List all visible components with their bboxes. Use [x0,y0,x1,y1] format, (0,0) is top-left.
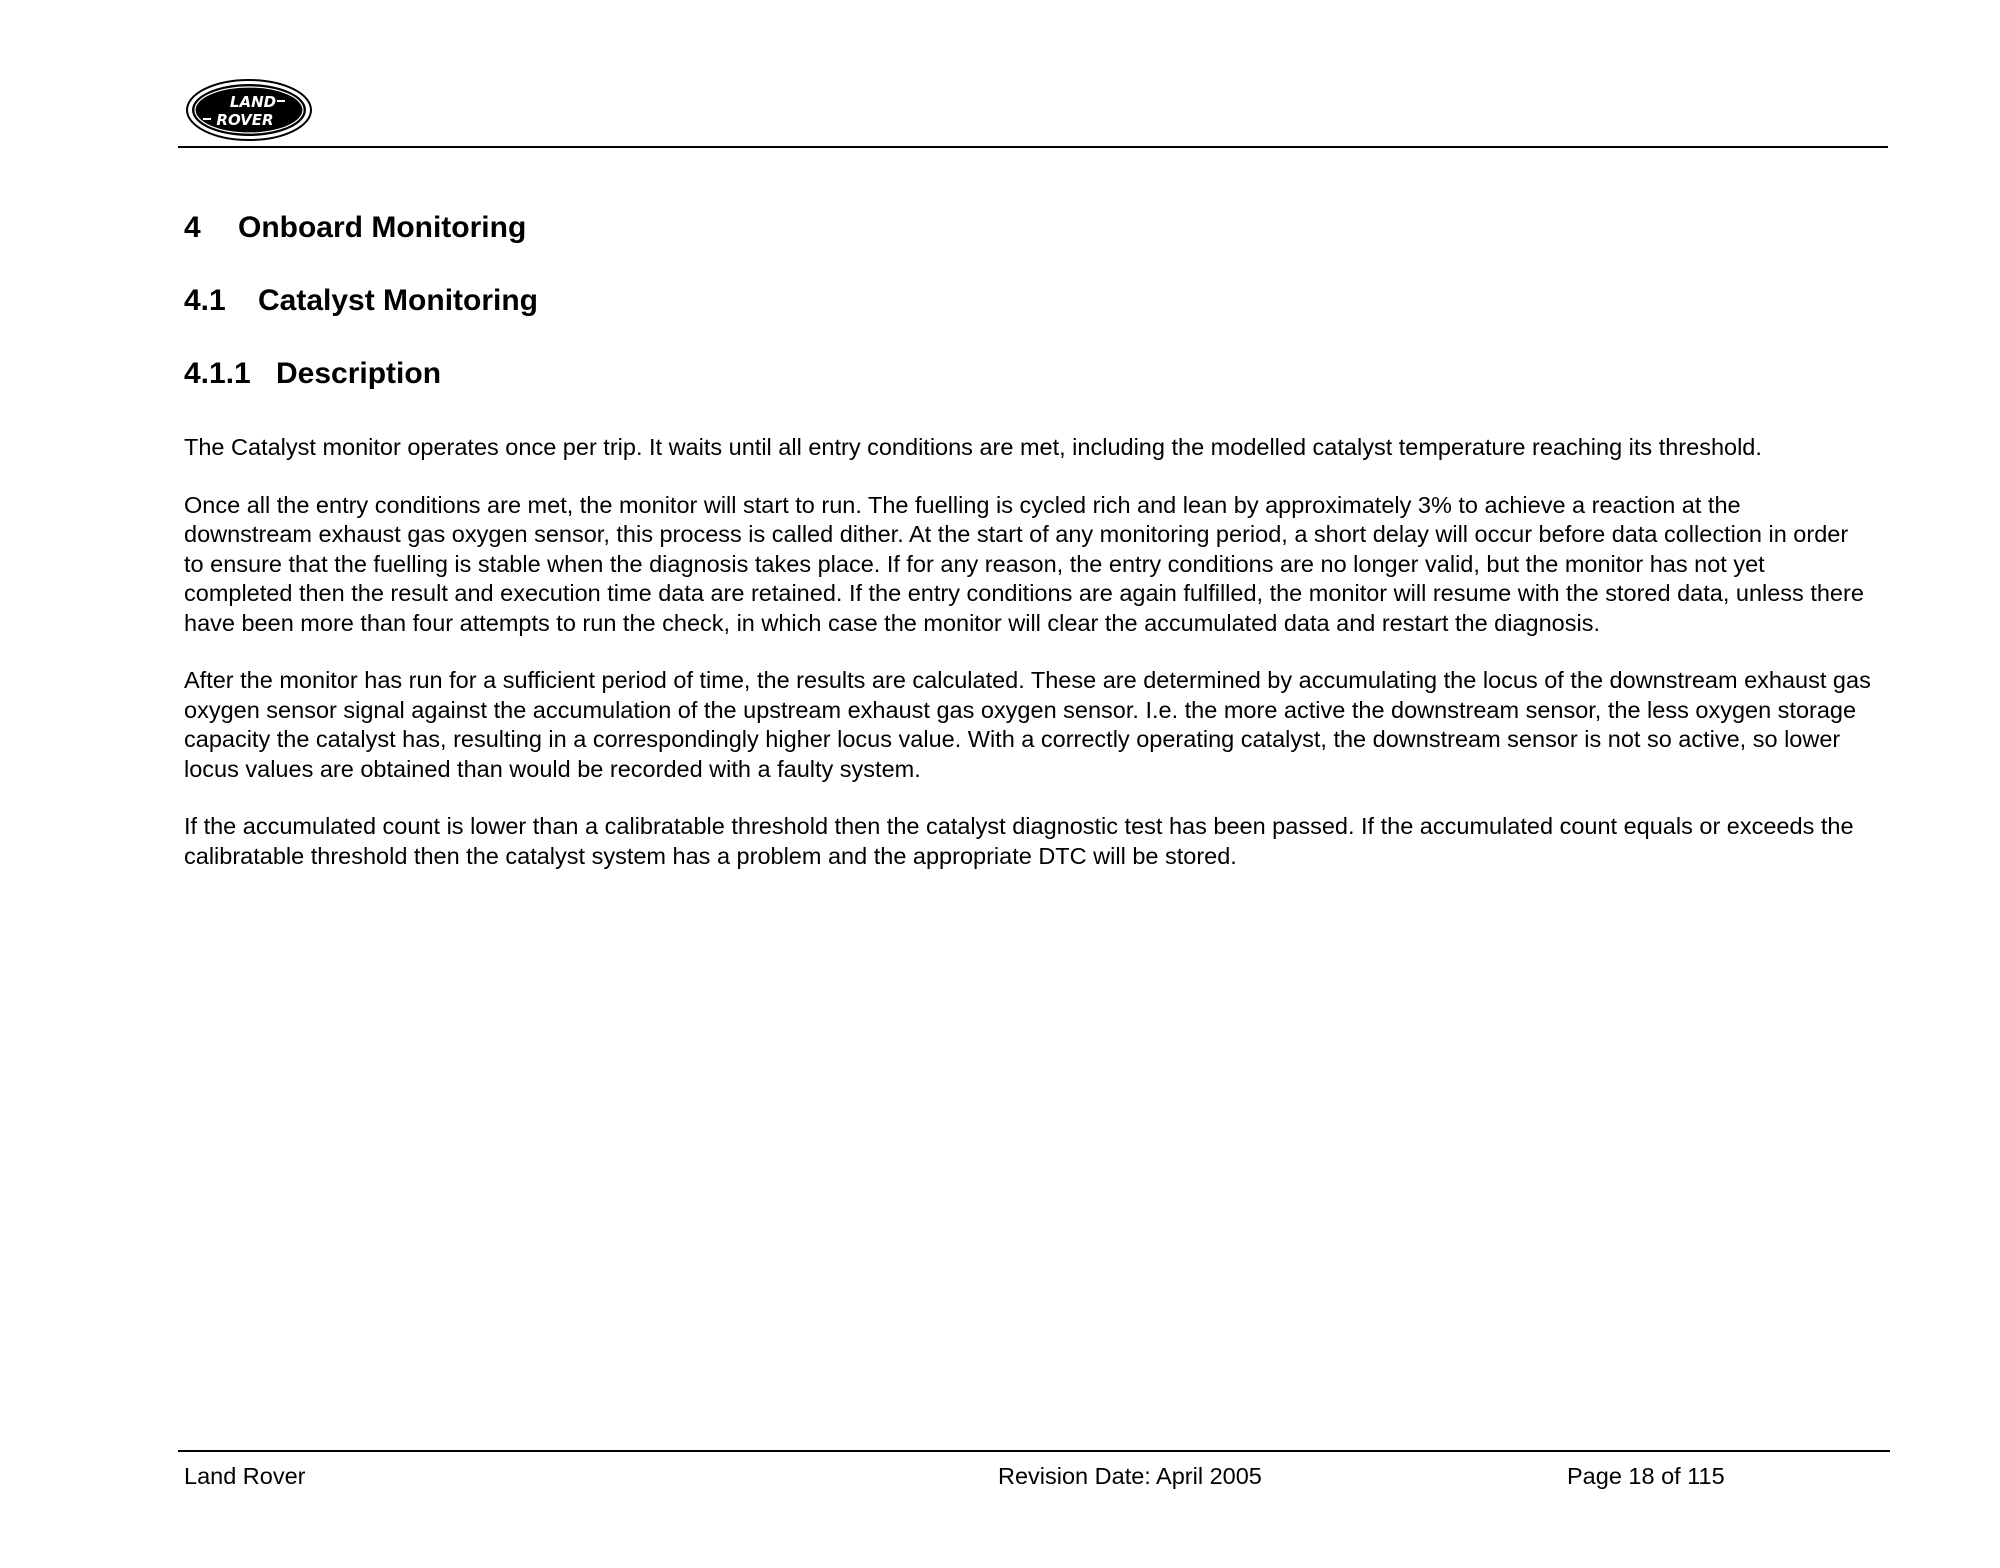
section-number: 4 [184,211,201,244]
paragraph: The Catalyst monitor operates once per trip. It waits until all entry conditions are met, including the modelled catalyst temperature reaching its threshold. [184,434,1762,460]
subsection-title: Catalyst Monitoring [258,284,539,317]
header-rule [178,146,1888,148]
land-rover-logo-icon [185,78,313,142]
subsubsection-title: Description [276,357,442,390]
land-rover-logo [185,78,313,142]
body-text [184,433,1874,899]
footer-company: Land Rover [184,1463,306,1489]
footer-rule [178,1450,1890,1452]
paragraph: If the accumulated count is lower than a calibratable threshold then the catalyst diagnostic test has been passed. If the accumulated count equals or exceeds the calibratable threshold then the catalyst system has a problem and the appropriate DTC will be stored. [184,813,1854,869]
paragraph: After the monitor has run for a sufficient period of time, the results are calculated. These are determined by accumulating the locus of the downstream exhaust gas oxygen sensor signal against the accumulation of the upstream exhaust gas oxygen sensor. I.e. the more active the downstream sensor, the less oxygen storage capacity the catalyst has, resulting in a correspondingly higher locus value. With a correctly operating catalyst, the downstream sensor is not so active, so lower locus values are obtained than would be recorded with a faulty system. [184,667,1871,782]
logo-line1-text: LAND [229,93,277,111]
subsection-heading [184,283,538,319]
subsubsection-number: 4.1.1 [184,357,251,390]
logo-line2-text: ROVER [216,111,274,129]
footer-page-number: Page 18 of 115 [1567,1463,1725,1489]
subsection-number: 4.1 [184,284,226,317]
footer-revision-date: Revision Date: April 2005 [998,1463,1262,1489]
subsubsection-heading [184,356,441,392]
paragraph: Once all the entry conditions are met, the monitor will start to run. The fuelling is cycled rich and lean by approximately 3% to achieve a reaction at the downstream exhaust gas oxygen sensor, this process is called dither. At the start of any monitoring period, a short delay will occur before data collection in order to ensure that the fuelling is stable when the diagnosis takes place. If for any reason, the entry conditions are no longer valid, but the monitor has not yet completed then the result and execution time data are retained. If the entry conditions are again fulfilled, the monitor will resume with the stored data, unless there have been more than four attempts to run the check, in which case the monitor will clear the accumulated data and restart the diagnosis. [184,491,1864,636]
section-heading [184,210,526,246]
section-title: Onboard Monitoring [238,211,527,244]
